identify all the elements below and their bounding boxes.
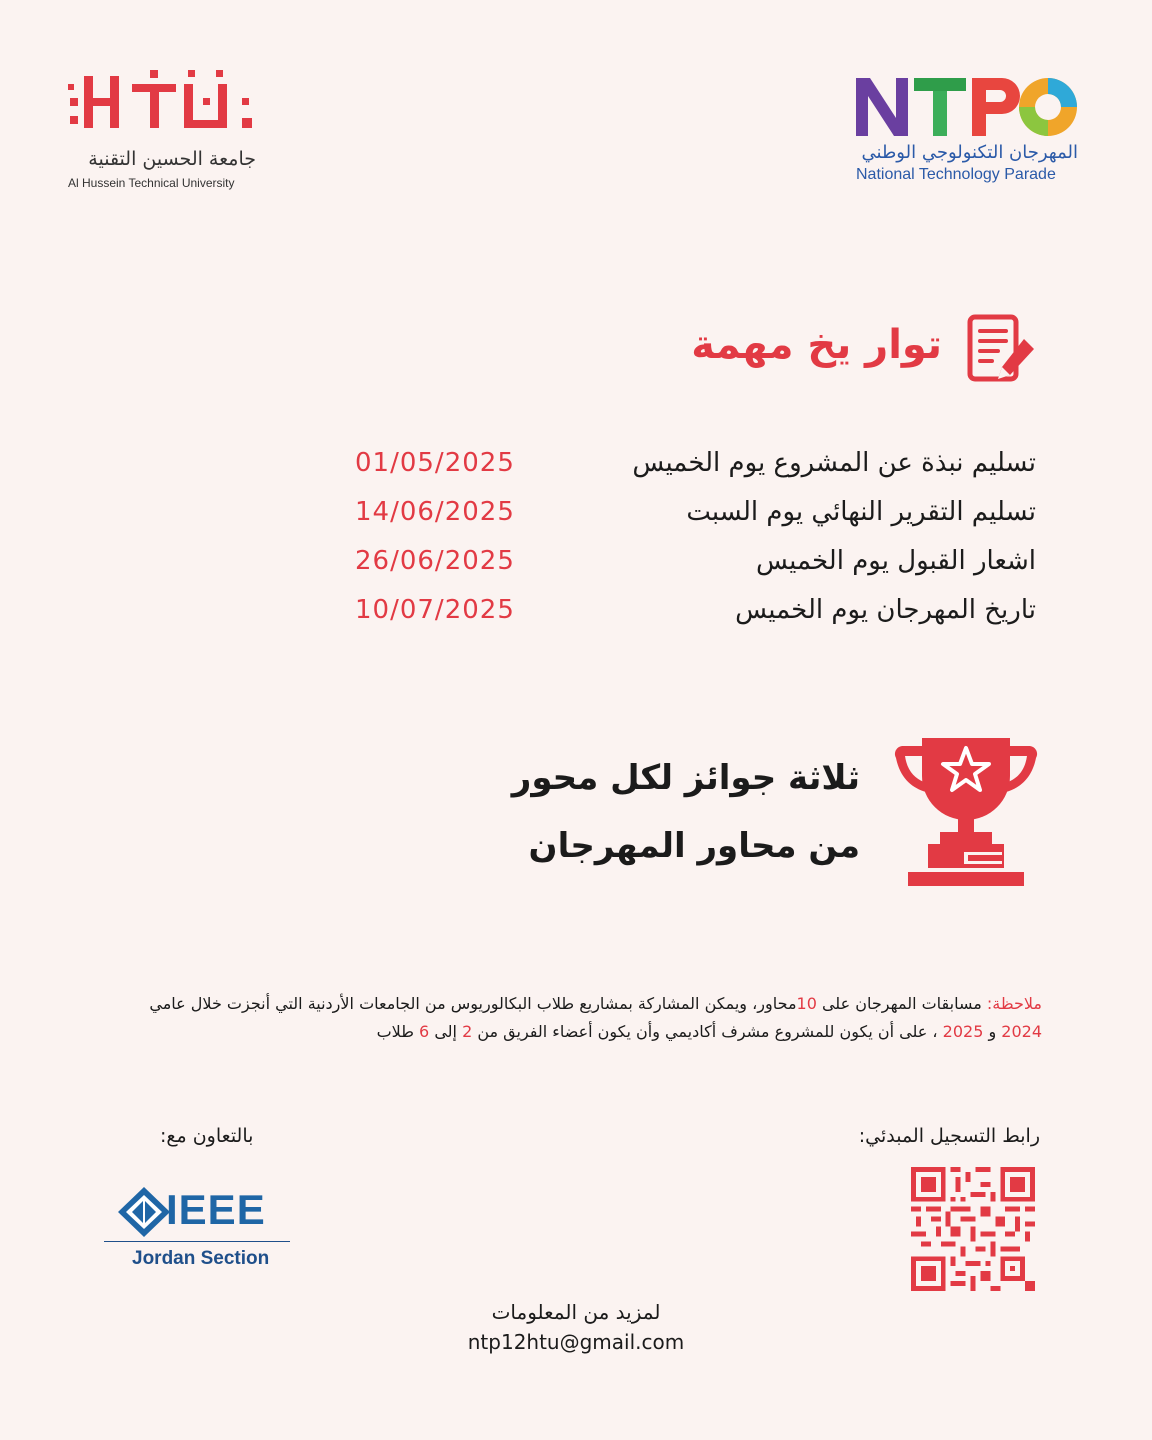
- note-text: ، على أن يكون للمشروع مشرف أكاديمي وأن يكون أعضاء الفريق من: [472, 1022, 943, 1041]
- date-row-value: 01/05/2025: [355, 448, 515, 478]
- prizes-line-2: من محاور المهرجان: [528, 826, 860, 866]
- more-info-label: لمزيد من المعلومات: [491, 1300, 661, 1324]
- htu-logo-mark: [66, 70, 266, 142]
- note-paragraph: [110, 990, 1042, 1046]
- registration-qr-code[interactable]: [911, 1167, 1035, 1291]
- trophy-icon: [892, 736, 1040, 890]
- ntpo-logo-mark: [852, 72, 1088, 140]
- contact-email-link[interactable]: ntp12htu@gmail.com: [467, 1330, 685, 1354]
- date-row-value: 10/07/2025: [355, 595, 515, 625]
- date-row-value: 14/06/2025: [355, 497, 515, 527]
- registration-label: رابط التسجيل المبدئي:: [858, 1125, 1040, 1147]
- note-team-max: 6: [419, 1022, 430, 1041]
- note-team-min: 2: [462, 1022, 473, 1041]
- note-text: مسابقات المهرجان على: [816, 994, 987, 1013]
- important-dates-title: توار يخ مهمة: [691, 322, 942, 368]
- date-row-label: اشعار القبول يوم الخميس: [755, 546, 1036, 576]
- note-axes-count: 10: [796, 994, 817, 1013]
- ieee-section-name: Jordan Section: [132, 1248, 270, 1269]
- date-row-label: تاريخ المهرجان يوم الخميس: [735, 595, 1036, 625]
- htu-logo: [66, 70, 266, 195]
- note-text: طلاب: [376, 1022, 420, 1041]
- note-text: محاور، ويمكن المشاركة بمشاريع طلاب البكالوريوس من الجامعات الأردنية التي أنجزت خلال عامي: [149, 994, 797, 1013]
- note-label: ملاحظة:: [986, 994, 1042, 1013]
- note-text: إلى: [429, 1022, 463, 1041]
- note-year: 2025: [942, 1022, 984, 1041]
- note-year: 2024: [1001, 1022, 1042, 1041]
- collaboration-label: بالتعاون مع:: [160, 1125, 254, 1147]
- ntpo-english-name: National Technology Parade: [856, 166, 1056, 183]
- ieee-wordmark: IEEE: [166, 1186, 266, 1233]
- note-text: و: [983, 1022, 1002, 1041]
- date-row-value: 26/06/2025: [355, 546, 515, 576]
- ntpo-arabic-name: المهرجان التكنولوجي الوطني: [861, 142, 1078, 163]
- ntpo-logo: [852, 72, 1088, 192]
- ieee-diamond-icon: [116, 1186, 172, 1238]
- ieee-logo: [104, 1184, 292, 1276]
- htu-arabic-name: جامعة الحسين التقنية: [88, 148, 256, 170]
- htu-english-name: Al Hussein Technical University: [68, 176, 235, 190]
- document-edit-icon: [966, 313, 1038, 387]
- date-row-label: تسليم نبذة عن المشروع يوم الخميس: [632, 448, 1036, 478]
- prizes-line-1: ثلاثة جوائز لكل محور: [511, 758, 860, 798]
- ieee-divider: [104, 1241, 290, 1242]
- date-row-label: تسليم التقرير النهائي يوم السبت: [686, 497, 1036, 527]
